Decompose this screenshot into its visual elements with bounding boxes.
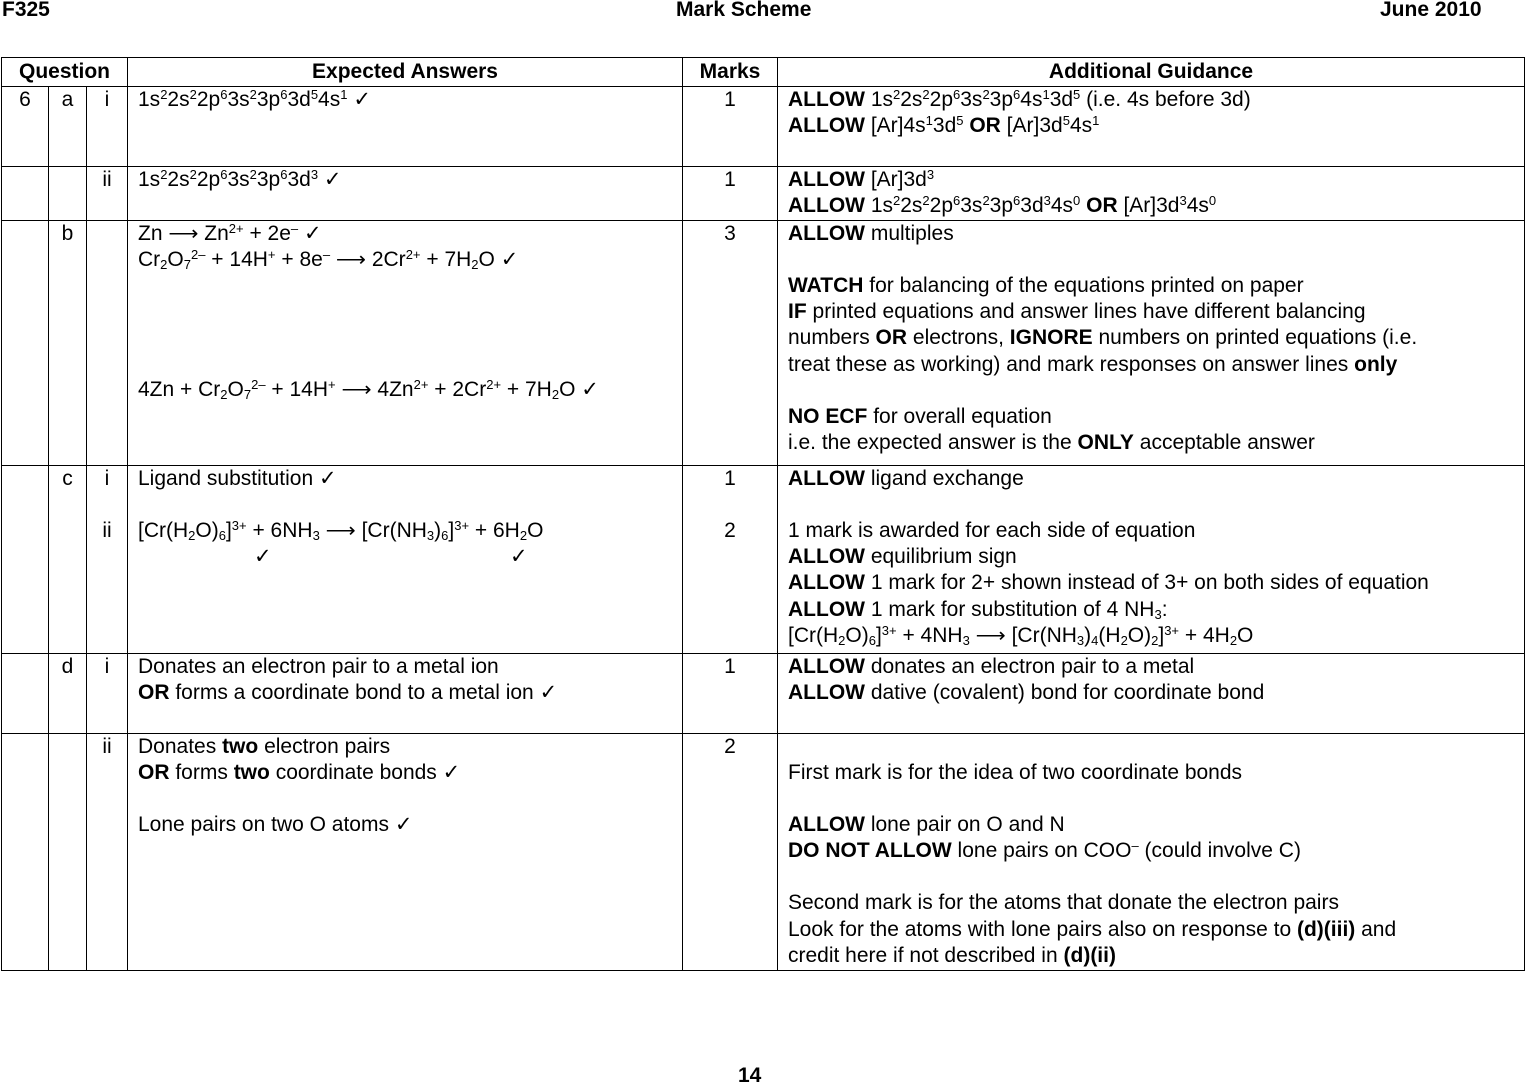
header-question: Question [2,58,128,87]
marks-value: 1 [724,466,736,490]
tick-icon: ✓ [442,760,461,784]
table-row [2,167,1525,221]
tick-icon: ✓ [323,168,342,191]
guidance: ALLOW donates an electron pair to a metal ALLOW dative (covalent) bond for coordinate bond [778,653,1525,733]
expected-answer: Donates two electron pairs OR forms two coordinate bonds ✓ Lone pairs on two O atoms ✓ [128,733,683,970]
marks-value: 2 [724,518,736,542]
document-code: F325 [2,0,50,21]
table-row [2,733,1525,970]
arrow-icon: ⟶ [325,518,356,542]
table-row [2,465,1525,653]
tick-icon: ✓ [304,221,322,245]
table-row [2,220,1525,465]
subpart-label: i [87,87,128,167]
guidance: ALLOW $[Ar]3d^3$ ALLOW $1s^22s^22p^63s^23p^63d^34s^0$ OR $[Ar]3d^34s^0$ [778,167,1525,221]
tick-icon: ✓ [539,680,558,704]
part-label: a [49,87,87,167]
part-label: d [49,653,87,733]
table-row [2,653,1525,733]
page-number: 14 [738,1064,762,1087]
expected-answer: Ligand substitution ✓ $[Cr(H_2O)_6]^{3+} + 6NH_3$ ⟶ $[Cr(NH_3)_6]^{3+} + 6H_2O$ ✓ ✓ [128,465,683,653]
tick-icon: ✓ [254,545,272,569]
tick-icon: ✓ [581,378,599,402]
tick-icon: ✓ [500,247,519,271]
expected-answer: $1s^22s^22p^63s^23p^63d^54s^1$ ✓ [128,87,683,167]
document-date: June 2010 [1380,0,1482,21]
tick-icon: ✓ [394,813,413,837]
mark-scheme-table [1,57,1525,971]
table-row [2,87,1525,167]
header-additional-guidance: Additional Guidance [778,58,1525,87]
table-header-row [2,58,1525,87]
part-label: c [49,465,87,653]
tick-icon: ✓ [353,88,371,111]
question-number: 6 [2,87,49,167]
marks-value: 1 [683,653,778,733]
subpart-label: ii [87,733,128,970]
header-marks: Marks [683,58,778,87]
marks-value: 1 [683,167,778,221]
guidance: First mark is for the idea of two coordinate bonds ALLOW lone pair on O and N DO NOT ALLOW lone pairs on COO– (could involve C) Second mark is for the atoms that donate the electron pairs Look for the atoms with lone pairs also on response to (d)(iii) and credit here if not described in (d)(ii) [778,733,1525,970]
arrow-icon: ⟶ [335,247,366,271]
marks-value: 2 [683,733,778,970]
tick-icon: ✓ [510,545,528,569]
expected-answer: $1s^22s^22p^63s^23p^63d^3$ ✓ [128,167,683,221]
subpart-label: ii [102,518,112,542]
marks-value: 1 [683,87,778,167]
guidance: ALLOW $1s^22s^22p^63s^23p^64s^13d^5$ (i.e. 4s before 3d) ALLOW $[Ar]4s^13d^5$ OR $[Ar]3d^54s^1$ [778,87,1525,167]
subpart-label: i [87,653,128,733]
part-label: b [49,220,87,465]
header-expected-answers: Expected Answers [128,58,683,87]
expected-answer: Donates an electron pair to a metal ion OR forms a coordinate bond to a metal ion ✓ [128,653,683,733]
arrow-icon: ⟶ [168,221,199,245]
marks-value: 3 [683,220,778,465]
subpart-label: ii [87,167,128,221]
guidance: ALLOW ligand exchange 1 mark is awarded for each side of equation ALLOW equilibrium sign ALLOW 1 mark for 2+ shown instead of 3+ on both sides of equation ALLOW 1 mark for substitution of 4 $NH_3$: $[Cr(H_2O)_6]^{3+} + 4NH_3$ ⟶ $[Cr(NH_3)_4(H_2O)_2]^{3+} + 4H_2O$ [778,465,1525,653]
arrow-icon: ⟶ [341,378,372,402]
arrow-icon: ⟶ [975,624,1006,648]
tick-icon: ✓ [318,466,337,490]
subpart-label: i [104,466,110,490]
guidance: ALLOW multiples WATCH for balancing of the equations printed on paper IF printed equations and answer lines have different balancing numbers OR electrons, IGNORE numbers on printed equations (i.e. treat these as working) and mark responses on answer lines only NO ECF for overall equation i.e. the expected answer is the ONLY acceptable answer [778,220,1525,465]
document-title: Mark Scheme [676,0,812,21]
expected-answer: Zn ⟶ $Zn^{2+} + 2e^-$ ✓ $Cr_2O_7^{2-} + 14H^+ + 8e^-$ ⟶ $2Cr^{2+} + 7H_2O$ ✓ $4Zn + Cr_2O_7^{2-} + 14H^+$ ⟶ $4Zn^{2+} + 2Cr^{2+} + 7H_2O$ ✓ [128,220,683,465]
